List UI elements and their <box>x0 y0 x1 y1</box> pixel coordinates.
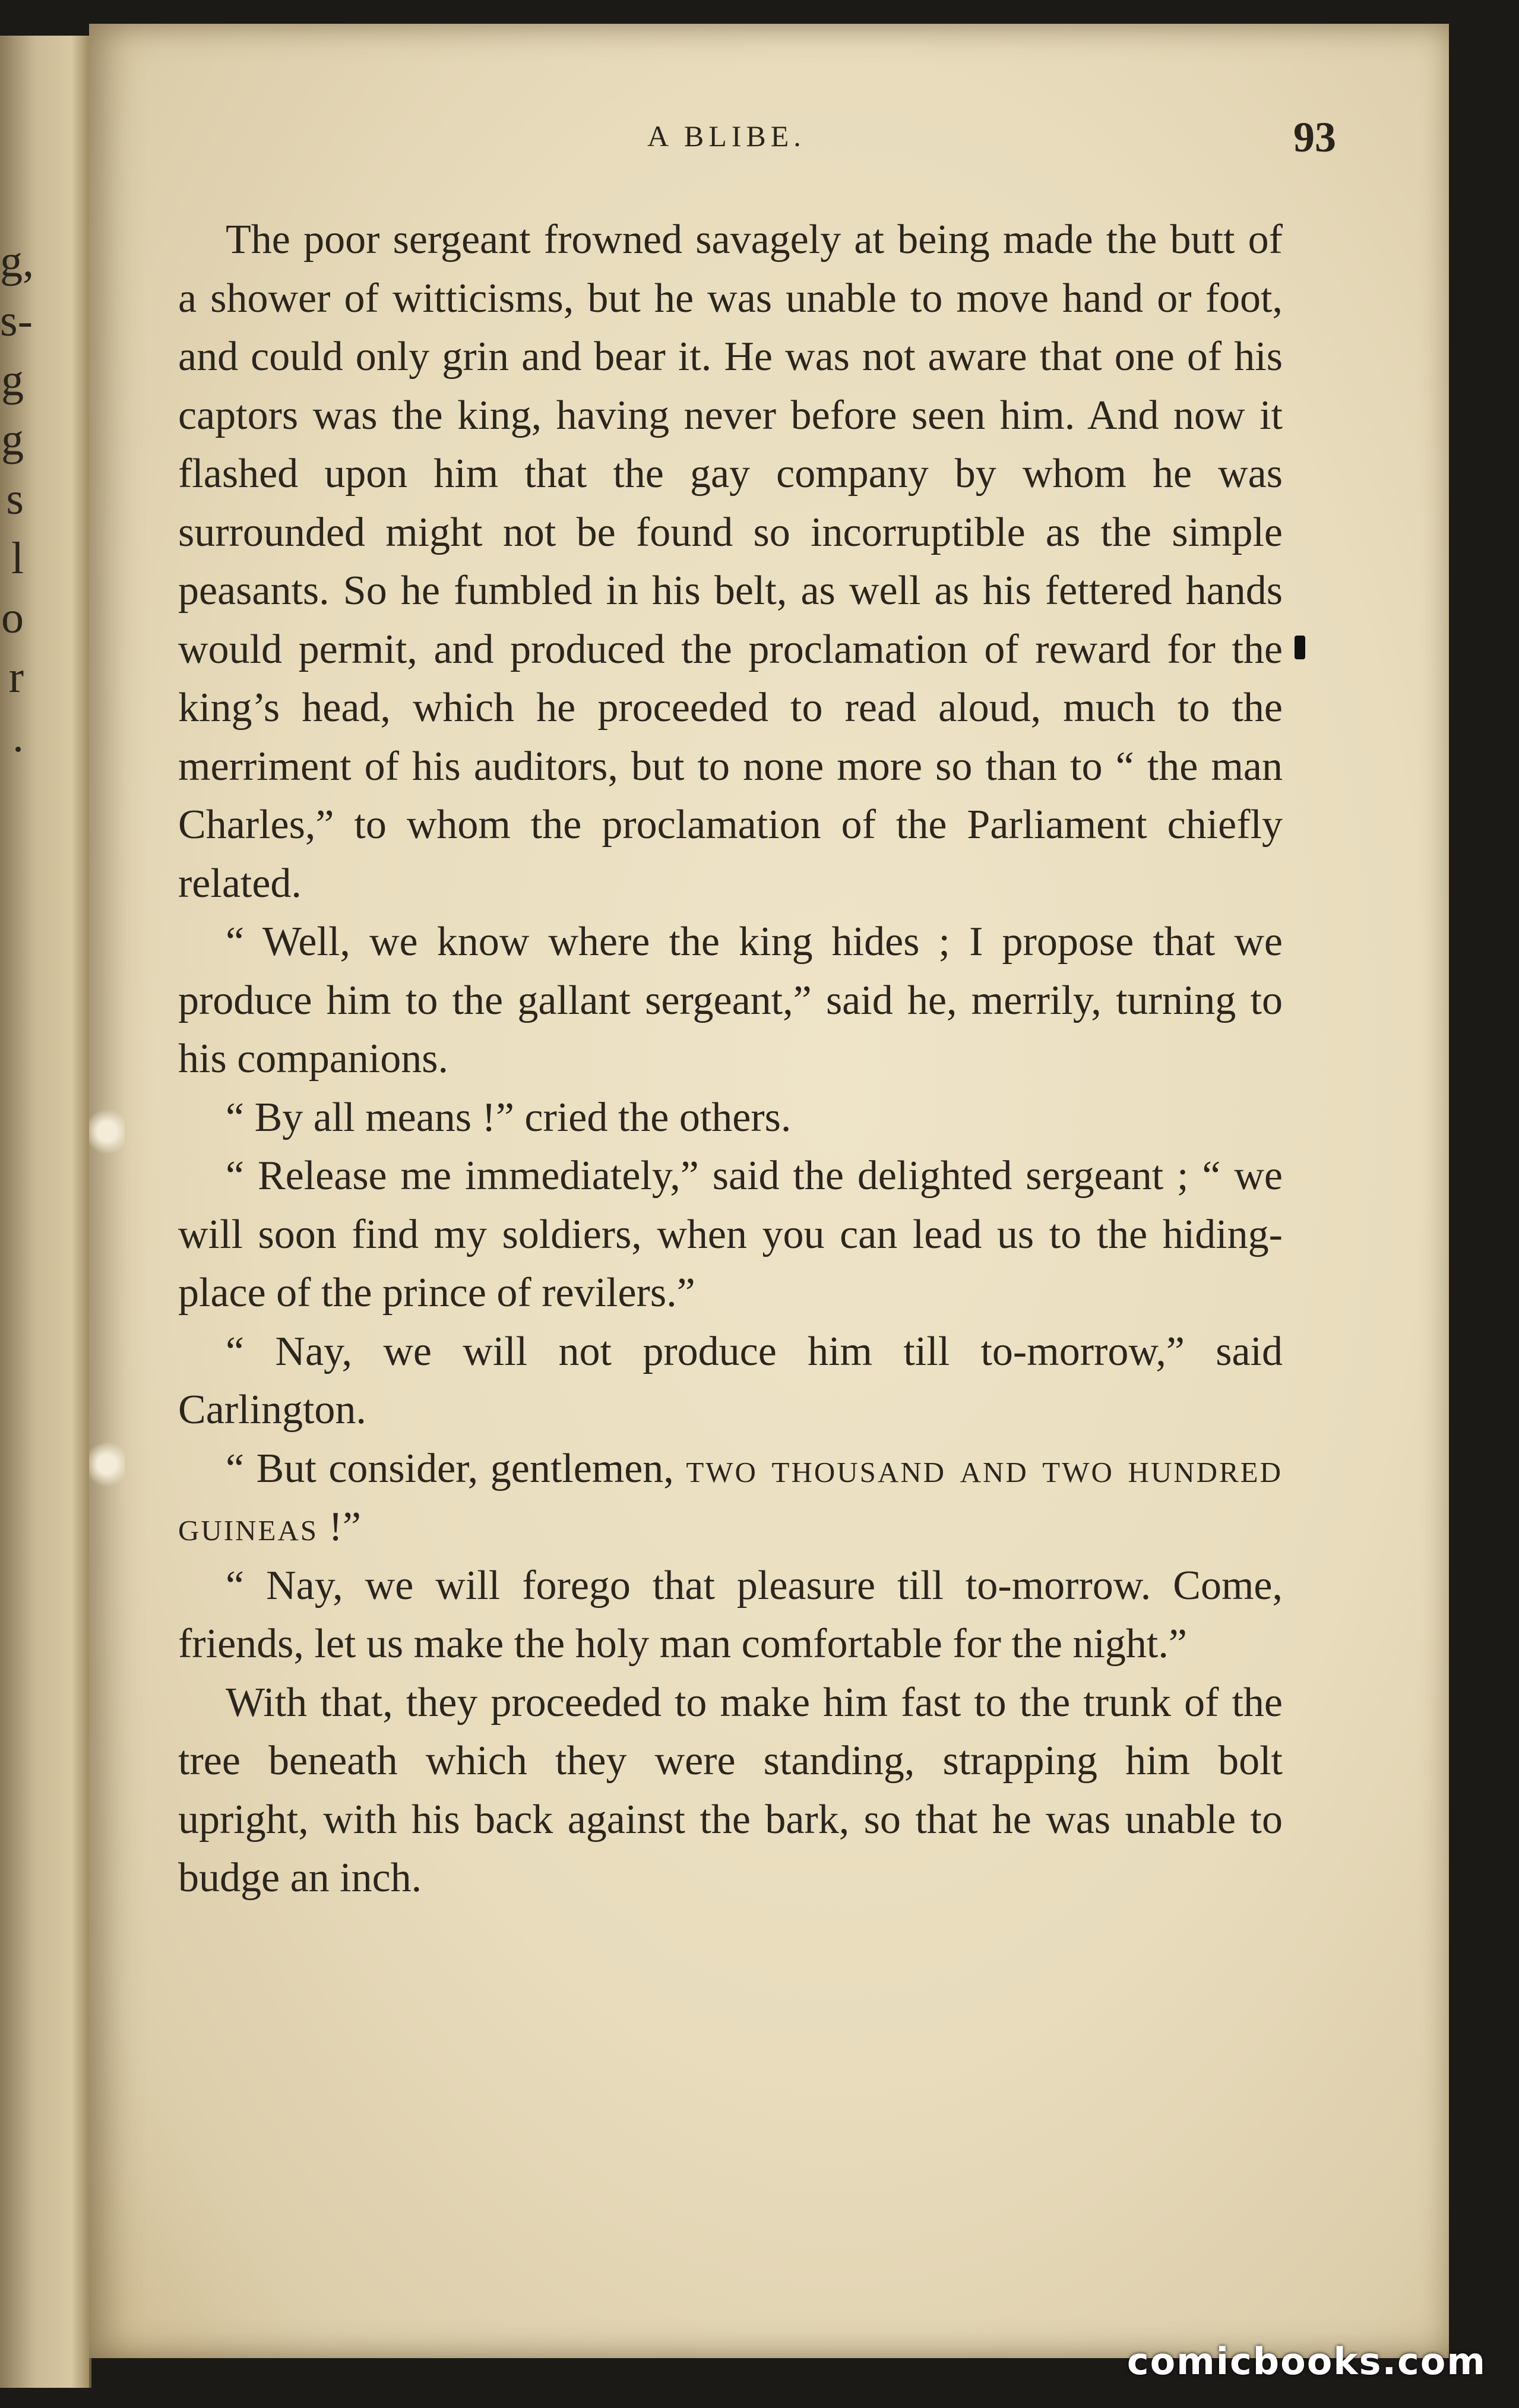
margin-char: g <box>1 355 24 405</box>
paragraph: The poor sergeant frowned savagely at being made the butt of a shower of witticisms, but he was unable to move hand or foot, and could only grin and bear it. He was not aware that one of his captors was the king, having never before seen him. And now it flashed upon him that the gay company by whom he was surrounded might not be found so incorruptible as the simple peasants. So he fumbled in his belt, as well as his fettered hands would permit, and produced the proclamation of reward for the king’s head, which he proceeded to read aloud, much to the merriment of his auditors, but to none more so than to “ the man Charles,” to whom the proclamation of the Parliament chiefly related. <box>178 217 1283 906</box>
gutter-damage <box>89 1437 125 1491</box>
page-header <box>89 113 1336 172</box>
watermark: comicbooks.com <box>1126 2340 1486 2383</box>
gutter-damage <box>89 1105 125 1158</box>
margin-char: g <box>1 415 24 464</box>
guineas-text-after: !” <box>318 1504 361 1550</box>
previous-page-edge <box>0 36 91 2388</box>
paragraph: “ Release me immediately,” said the delighted sergeant ; “ we will soon find my soldiers, when you can lead us to the hiding-place of the prince of revilers.” <box>178 1153 1283 1316</box>
guineas-small-caps: two thousand and two hundred guineas <box>178 1445 1283 1550</box>
margin-char: . <box>12 712 24 761</box>
previous-page-margin-text <box>0 232 34 766</box>
ink-mark <box>1295 636 1305 659</box>
paragraph: “ Nay, we will forego that pleasure till to-morrow. Come, friends, let us make the holy man comfortable for the night.” <box>178 1562 1283 1667</box>
paragraph: “ Well, we know where the king hides ; I propose that we produce him to the gallant sergeant,” said he, merrily, turning to his companions. <box>178 919 1283 1082</box>
running-head: A BLIBE. <box>647 119 806 153</box>
paragraph: “ Nay, we will not produce him till to-morrow,” said Carlington. <box>178 1328 1283 1433</box>
margin-char: s <box>6 474 24 524</box>
margin-char: o <box>1 593 24 643</box>
paragraph-guineas <box>178 1440 1283 1557</box>
margin-char: r <box>8 652 24 702</box>
page-body-text <box>178 211 1283 1908</box>
margin-char: g, <box>0 236 34 286</box>
guineas-text-before: “ But consider, gentlemen, <box>226 1445 686 1491</box>
paragraph: “ By all means !” cried the others. <box>226 1094 792 1140</box>
margin-char: l <box>11 533 24 583</box>
page-number: 93 <box>1293 113 1336 161</box>
margin-char: s- <box>0 296 33 346</box>
paragraph: With that, they proceeded to make him fast to the trunk of the tree beneath which they were standing, strapping him bolt upright, with his back against the bark, so that he was unable to budge an inch. <box>178 1679 1283 1901</box>
